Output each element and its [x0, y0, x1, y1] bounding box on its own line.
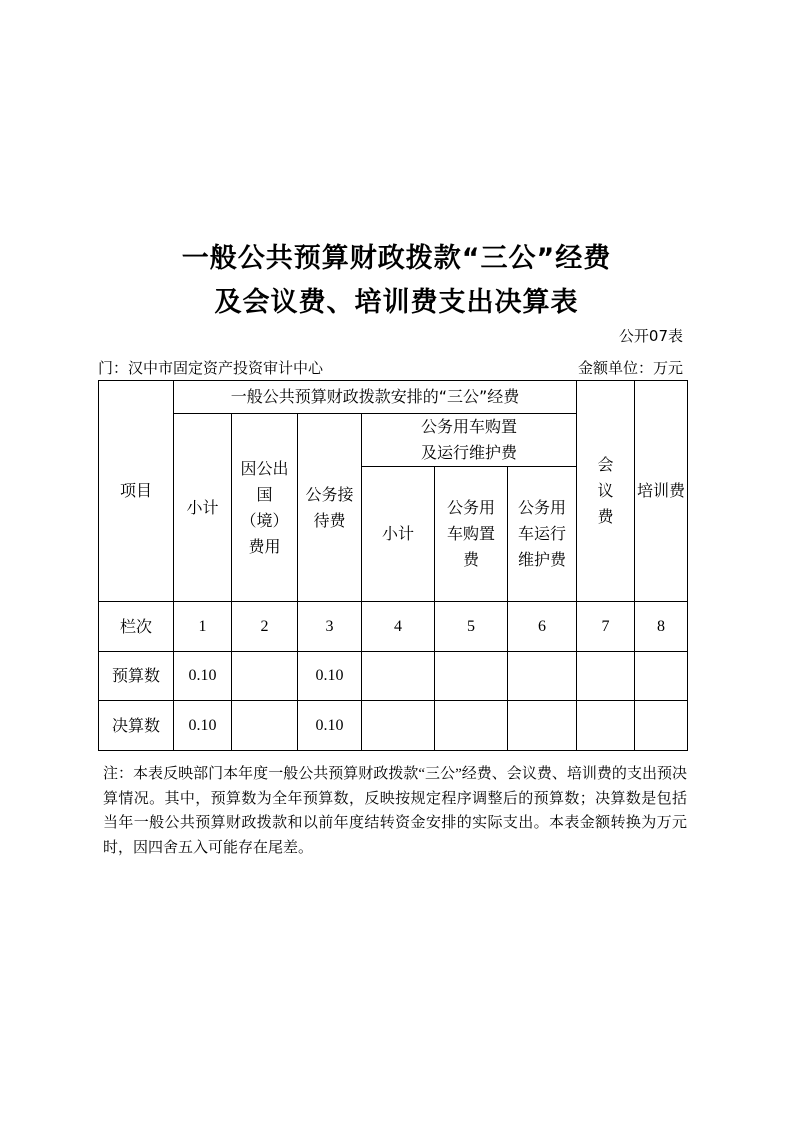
table-cell	[362, 652, 435, 701]
row-label: 决算数	[99, 701, 174, 751]
table-cell: 0.10	[298, 701, 362, 751]
col-number: 1	[174, 602, 232, 652]
vehicle-purchase-header: 公务用车购置费	[435, 467, 508, 602]
item-header: 项目	[99, 381, 174, 602]
table-cell	[362, 701, 435, 751]
table-row	[99, 652, 688, 701]
table-cell	[232, 652, 298, 701]
col-number: 6	[508, 602, 577, 652]
report-title-line1: 一般公共预算财政拨款“三公”经费	[181, 243, 612, 274]
table-cell	[577, 701, 635, 751]
col-number: 2	[232, 602, 298, 652]
table-cell	[435, 652, 508, 701]
table-cell	[635, 652, 688, 701]
report-title-line2: 及会议费、培训费支出决算表	[214, 287, 579, 318]
subtotal-header: 小计	[174, 414, 232, 602]
table-cell	[508, 701, 577, 751]
table-cell	[232, 701, 298, 751]
row-label: 预算数	[99, 652, 174, 701]
table-cell: 0.10	[174, 701, 232, 751]
table-cell	[577, 652, 635, 701]
vehicle-subtotal-header: 小计	[362, 467, 435, 602]
three-public-group-header: 一般公共预算财政拨款安排的“三公”经费	[174, 381, 577, 414]
col-number: 4	[362, 602, 435, 652]
expenditure-table	[98, 380, 688, 751]
row-index-label: 栏次	[99, 602, 174, 652]
meeting-fee-header: 会议费	[577, 381, 635, 602]
training-fee-header: 培训费	[635, 381, 688, 602]
footnote: 注：本表反映部门本年度一般公共预算财政拨款“三公”经费、会议费、培训费的支出预决算情况。其中，预算数为全年预算数，反映按规定程序调整后的预算数；决算数是包括当年一般公共预算财政拨款和以前年度结转资金安排的实际支出。本表金额转换为万元时，因四舍五入可能存在尾差。	[103, 766, 687, 856]
table-cell	[508, 652, 577, 701]
abroad-fee-header: 因公出国（境）费用	[232, 414, 298, 602]
col-number: 8	[635, 602, 688, 652]
form-code: 公开07表	[618, 327, 683, 345]
table-cell	[435, 701, 508, 751]
table-cell	[635, 701, 688, 751]
vehicle-maintenance-header: 公务用车运行维护费	[508, 467, 577, 602]
col-number: 7	[577, 602, 635, 652]
col-number: 5	[435, 602, 508, 652]
col-number: 3	[298, 602, 362, 652]
amount-unit-label: 金额单位：万元	[577, 359, 683, 377]
table-cell: 0.10	[174, 652, 232, 701]
table-cell: 0.10	[298, 652, 362, 701]
table-row	[99, 701, 688, 751]
vehicle-group-header: 公务用车购置及运行维护费	[362, 414, 577, 467]
department-label: 门：汉中市固定资产投资审计中心	[98, 359, 324, 377]
reception-fee-header: 公务接待费	[298, 414, 362, 602]
